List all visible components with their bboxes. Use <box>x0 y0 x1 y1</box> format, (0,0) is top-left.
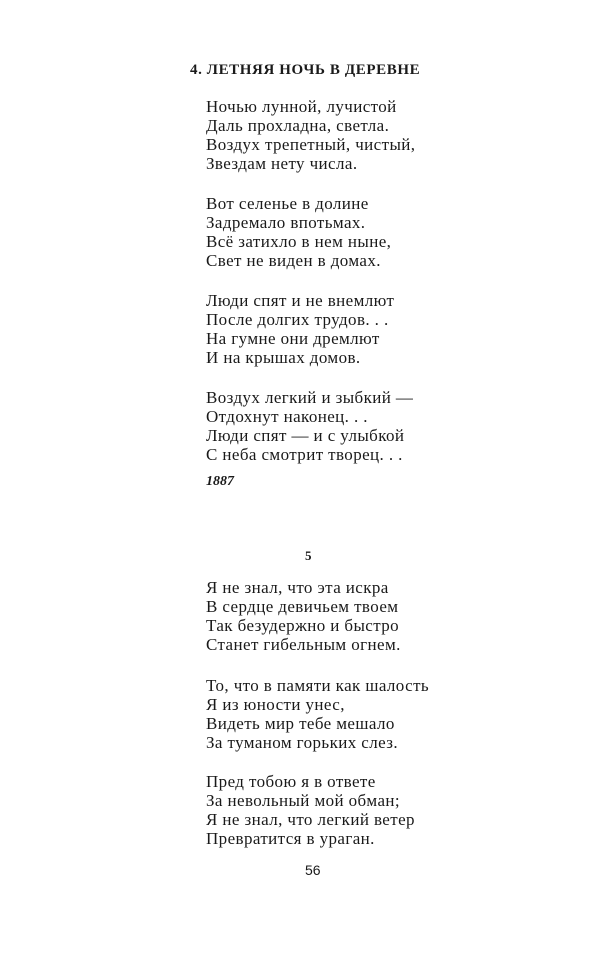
verse-line: Даль прохладна, светла. <box>206 116 390 135</box>
verse-line: Станет гибельным огнем. <box>206 635 401 654</box>
verse-line: Превратится в ураган. <box>206 829 375 848</box>
poem2-stanza-3 <box>206 772 415 848</box>
verse-line: То, что в памяти как шалость <box>206 676 430 695</box>
verse-line: Пред тобою я в ответе <box>206 772 376 791</box>
verse-line: В сердце девичьем твоем <box>206 597 399 616</box>
verse-line: Люди спят — и с улыбкой <box>206 426 405 445</box>
verse-line: Воздух трепетный, чистый, <box>206 135 416 154</box>
poem1-stanza-2 <box>206 194 391 270</box>
verse-line: С неба смотрит творец. . . <box>206 445 403 464</box>
poem2-stanza-1 <box>206 578 401 654</box>
verse-line: Так безудержно и быстро <box>206 616 400 635</box>
verse-line: За невольный мой обман; <box>206 791 401 810</box>
verse-line: Ночью лунной, лучистой <box>206 97 397 116</box>
poem-number: 5 <box>305 548 312 563</box>
poem2-stanza-2 <box>206 676 429 752</box>
verse-line: Свет не виден в домах. <box>206 251 381 270</box>
poem1-stanza-1 <box>206 97 415 173</box>
verse-line: После долгих трудов. . . <box>206 310 389 329</box>
verse-line: Я не знал, что легкий ветер <box>206 810 415 829</box>
verse-line: Задремало впотьмах. <box>206 213 366 232</box>
verse-line: Люди спят и не внемлют <box>206 291 395 310</box>
verse-line: Воздух легкий и зыбкий — <box>206 388 414 407</box>
verse-line: Я из юности унес, <box>206 695 345 714</box>
verse-line: И на крышах домов. <box>206 348 361 367</box>
poem1-stanza-3 <box>206 291 394 367</box>
verse-line: Всё затихло в нем ныне, <box>206 232 392 251</box>
verse-line: Видеть мир тебе мешало <box>206 714 395 733</box>
verse-line: На гумне они дремлют <box>206 329 380 348</box>
verse-line: Отдохнут наконец. . . <box>206 407 368 426</box>
verse-line: Вот селенье в долине <box>206 194 369 213</box>
page-number: 56 <box>305 862 321 878</box>
poem1-stanza-4 <box>206 388 413 464</box>
poem-date: 1887 <box>206 474 234 489</box>
verse-line: Я не знал, что эта искра <box>206 578 389 597</box>
verse-line: За туманом горьких слез. <box>206 733 399 752</box>
verse-line: Звездам нету числа. <box>206 154 358 173</box>
poem-title: 4. ЛЕТНЯЯ НОЧЬ В ДЕРЕВНЕ <box>190 62 421 78</box>
